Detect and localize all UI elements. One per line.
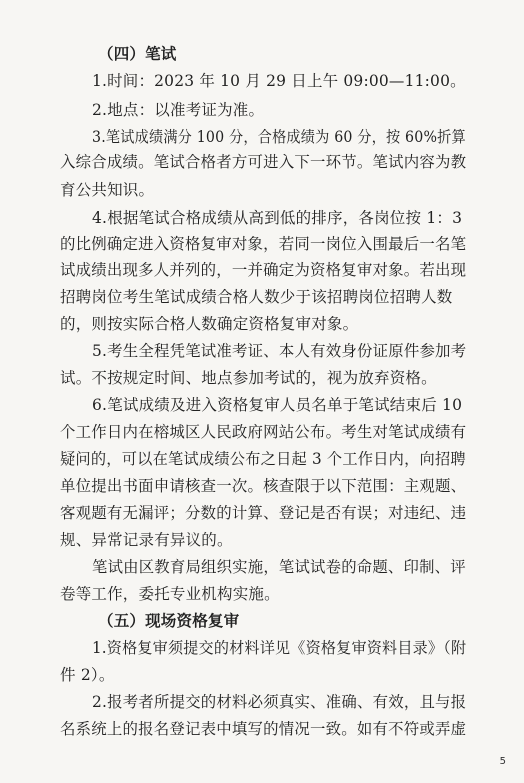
paragraph-line: 5.考生全程凭笔试准考证、本人有效身份证原件参加考	[92, 342, 467, 360]
paragraph-line: 6.笔试成绩及进入资格复审人员名单于笔试结束后 10	[92, 396, 463, 414]
paragraph-line: 件 2）。	[60, 666, 115, 684]
paragraph-line: 个工作日内在榕城区人民政府网站公布。考生对笔试成绩有	[60, 423, 467, 441]
paragraph-line: 招聘岗位考生笔试成绩合格人数少于该招聘岗位招聘人数	[60, 288, 453, 306]
paragraph-line: 试成绩出现多人并列的，一并确定为资格复审对象。若出现	[60, 261, 467, 279]
paragraph-line: 入综合成绩。笔试合格者方可进入下一环节。笔试内容为教	[60, 153, 467, 171]
page-number: 5	[499, 756, 506, 767]
paragraph-line: 4.根据笔试合格成绩从高到低的排序，各岗位按 1：3	[92, 209, 463, 227]
paragraph-line: 育公共知识。	[60, 181, 155, 199]
section-heading-qualification-review: （五）现场资格复审	[98, 611, 240, 630]
paragraph-line: 笔试由区教育局组织实施，笔试试卷的命题、印制、评	[92, 558, 466, 576]
paragraph-line: 3.笔试成绩满分 100 分，合格成绩为 60 分，按 60%折算	[92, 128, 466, 146]
paragraph-line: 1.资格复审须提交的材料详见《资格复审资料目录》（附	[92, 639, 467, 657]
paragraph-line: 2.报考者所提交的材料必须真实、准确、有效，且与报	[92, 693, 467, 711]
paragraph-line: 的，则按实际合格人数确定资格复审对象。	[60, 315, 359, 333]
section-heading-written-exam: （四）笔试	[98, 44, 177, 63]
paragraph-line: 的比例确定进入资格复审对象，若同一岗位入围最后一名笔	[60, 235, 467, 253]
paragraph-line: 1.时间：2023 年 10 月 29 日上午 09:00—11:00。	[92, 72, 466, 90]
paragraph-line: 2.地点：以准考证为准。	[92, 101, 265, 119]
paragraph-line: 规、异常记录有异议的。	[60, 531, 233, 549]
paragraph-line: 单位提出书面申请核查一次。核查限于以下范围：主观题、	[60, 477, 467, 495]
paragraph-line: 试。不按规定时间、地点参加考试的，视为放弃资格。	[60, 369, 437, 387]
paragraph-line: 疑问的，可以在笔试成绩公布之日起 3 个工作日内，向招聘	[60, 450, 466, 468]
paragraph-line: 卷等工作，委托专业机构实施。	[60, 585, 280, 603]
paragraph-line: 名系统上的报名登记表中填写的情况一致。如有不符或弄虚	[60, 720, 467, 738]
paragraph-line: 客观题有无漏评；分数的计算、登记是否有误；对违纪、违	[60, 504, 467, 522]
